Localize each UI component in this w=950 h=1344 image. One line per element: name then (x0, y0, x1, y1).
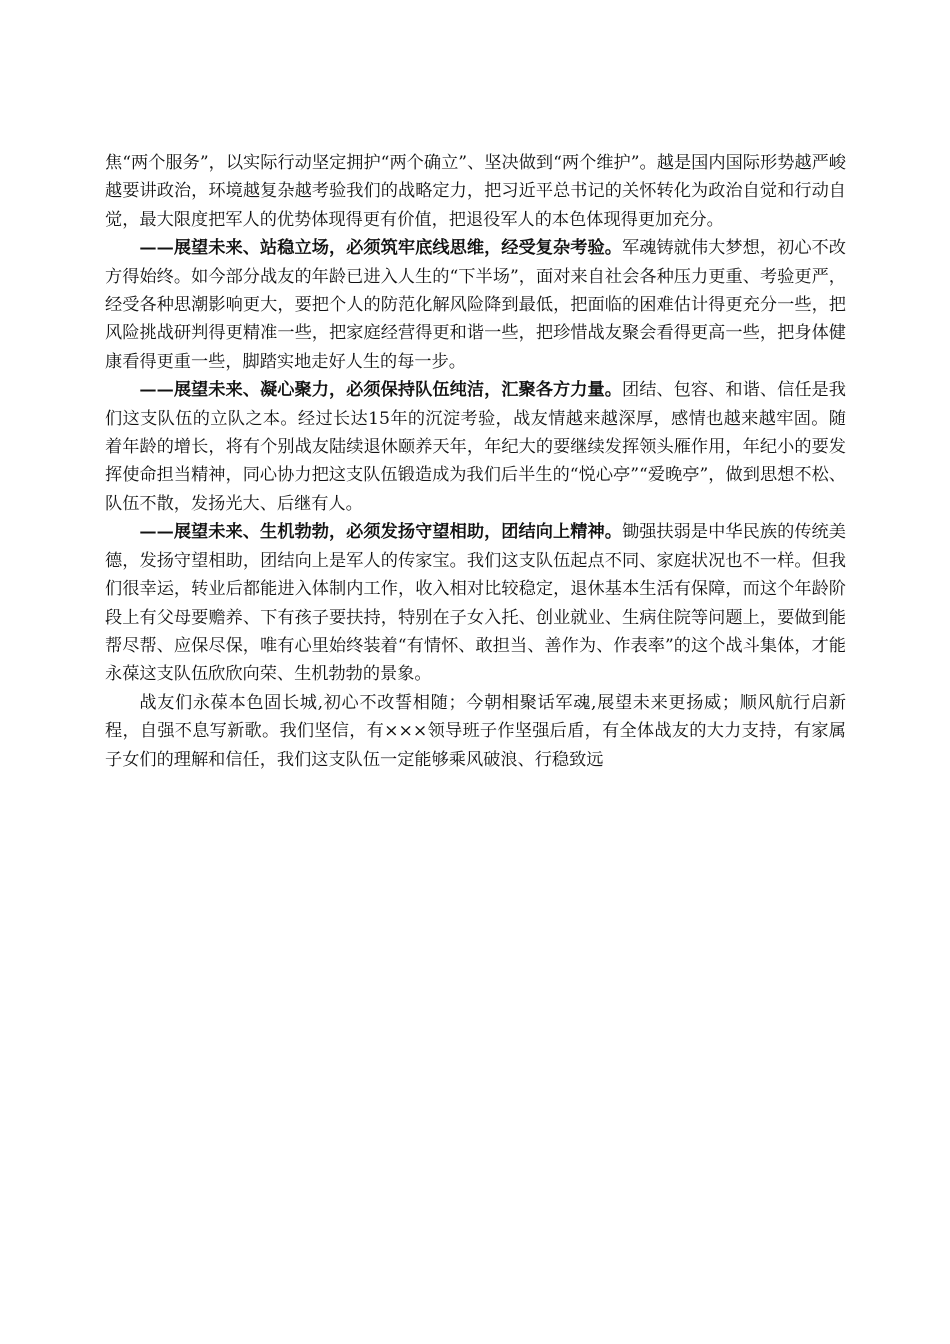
paragraph-2 (105, 234, 846, 376)
paragraph-1-text: 焦“两个服务”，以实际行动坚定拥护“两个确立”、坚决做到“两个维护”。越是国内国际形势越严峻越要讲政治，环境越复杂越考验我们的战略定力，把习近平总书记的关怀转化为政治自觉和行动自觉，最大限度把军人的优势体现得更有价值，把退役军人的本色体现得更加充分。 (105, 153, 846, 230)
paragraph-4-heading: ——展望未来、生机勃勃，必须发扬守望相助，团结向上精神。 (139, 522, 622, 543)
paragraph-4 (105, 518, 846, 688)
paragraph-2-text: 军魂铸就伟大梦想，初心不改方得始终。如今部分战友的年龄已进入人生的“下半场”，面对来自社会各种压力更重、考验更严，经受各种思潮影响更大，要把个人的防范化解风险降到最低，把面临的困难估计得更充分一些，把风险挑战研判得更精准一些，把家庭经营得更和谐一些，把珍惜战友聚会看得更高一些，把身体健康看得更重一些，脚踏实地走好人生的每一步。 (105, 238, 846, 372)
paragraph-5 (105, 689, 846, 774)
paragraph-2-heading: ——展望未来、站稳立场，必须筑牢底线思维，经受复杂考验。 (139, 238, 622, 259)
paragraph-3-heading: ——展望未来、凝心聚力，必须保持队伍纯洁，汇聚各方力量。 (139, 380, 622, 401)
paragraph-5-text: 战友们永葆本色固长城,初心不改誓相随；今朝相聚话军魂,展望未来更扬威；顺风航行启新程，自强不息写新歌。我们坚信，有×××领导班子作坚强后盾，有全体战友的大力支持，有家属子女们的理解和信任，我们这支队伍一定能够乘风破浪、行稳致远 (105, 692, 846, 770)
paragraph-4-text: 锄强扶弱是中华民族的传统美德，发扬守望相助，团结向上是军人的传家宝。我们这支队伍起点不同、家庭状况也不一样。但我们很幸运，转业后都能进入体制内工作，收入相对比较稳定，退休基本生活有保障，而这个年龄阶段上有父母要赡养、下有孩子要扶持，特别在子女入托、创业就业、生病住院等问题上，要做到能帮尽帮、应保尽保，唯有心里始终装着“有情怀、敢担当、善作为、作表率”的这个战斗集体，才能永葆这支队伍欣欣向荣、生机勃勃的景象。 (105, 522, 846, 685)
paragraph-3-text: 团结、包容、和谐、信任是我们这支队伍的立队之本。经过长达15年的沉淀考验，战友情越来越深厚，感情也越来越牢固。随着年龄的增长，将有个别战友陆续退休颐养天年，年纪大的要继续发挥领头雁作用，年纪小的要发挥使命担当精神，同心协力把这支队伍锻造成为我们后半生的“悦心亭”“爱晚亭”，做到思想不松、队伍不散，发扬光大、后继有人。 (105, 380, 846, 514)
paragraph-3 (105, 376, 846, 518)
paragraph-1 (105, 149, 846, 234)
document-body (105, 149, 846, 774)
